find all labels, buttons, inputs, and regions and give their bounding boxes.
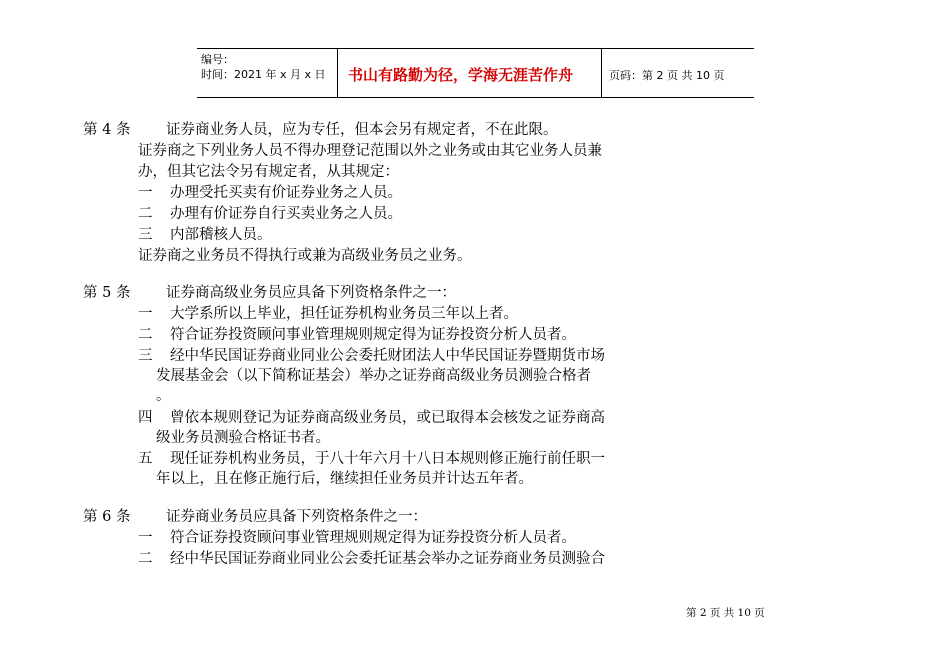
article-5-title: 证券商高级业务员应具备下列资格条件之一： [166, 285, 456, 301]
list-item-text: 经中华民国证券商业同业公会委托财团法人中华民国证券暨期货市场 [170, 348, 605, 364]
header-number-label: 编号： [201, 53, 234, 66]
list-item-text: 大学系所以上毕业，担任证券机构业务员三年以上者。 [170, 306, 518, 322]
header-time-label: 时间：2021 年 x 月 x 日 [201, 68, 326, 81]
header-top-rule [197, 48, 754, 49]
list-item-number: 一 [138, 306, 153, 322]
list-item-number: 二 [138, 206, 153, 222]
header-bottom-rule [197, 97, 754, 98]
list-item-text-cont: 年以上，且在修正施行后，继续担任业务员并计达五年者。 [156, 471, 533, 487]
list-item-number: 一 [138, 185, 153, 201]
header-divider-right [601, 48, 602, 97]
header-page-info: 页码：第 2 页 共 10 页 [609, 69, 725, 82]
list-item-text-cont: 。 [156, 388, 171, 404]
list-item-number: 三 [138, 348, 153, 364]
article-4-closing: 证券商之业务员不得执行或兼为高级业务员之业务。 [138, 248, 472, 264]
list-item-text: 现任证券机构业务员，于八十年六月十八日本规则修正施行前任职一 [170, 451, 605, 467]
list-item-text: 经中华民国证券商业同业公会委托证基会举办之证券商业务员测验合 [170, 551, 605, 567]
list-item-number: 四 [138, 410, 153, 426]
list-item-text: 曾依本规则登记为证券商高级业务员，或已取得本会核发之证券商高 [170, 410, 605, 426]
article-6-label: 第 6 条 [83, 509, 131, 525]
list-item-text-cont: 级业务员测验合格证书者。 [156, 430, 330, 446]
list-item-number: 二 [138, 327, 153, 343]
article-5-label: 第 5 条 [83, 285, 131, 301]
list-item-text: 办理受托买卖有价证券业务之人员。 [170, 185, 402, 201]
header-motto: 书山有路勤为径，学海无涯苦作舟 [348, 66, 574, 84]
list-item-text: 办理有价证券自行买卖业务之人员。 [170, 206, 402, 222]
header-divider-left [337, 48, 338, 97]
list-item-text: 符合证券投资顾问事业管理规则规定得为证券投资分析人员者。 [170, 327, 576, 343]
article-4-paragraph: 证券商之下列业务人员不得办理登记范围以外之业务或由其它业务人员兼 [138, 143, 602, 159]
article-4-label: 第 4 条 [83, 122, 131, 138]
list-item-text: 符合证券投资顾问事业管理规则规定得为证券投资分析人员者。 [170, 530, 576, 546]
list-item-text: 内部稽核人员。 [170, 227, 272, 243]
list-item-number: 五 [138, 451, 153, 467]
article-4-paragraph-cont: 办，但其它法令另有规定者，从其规定： [138, 164, 399, 180]
page-footer: 第 2 页 共 10 页 [686, 607, 765, 619]
list-item-number: 二 [138, 551, 153, 567]
list-item-number: 一 [138, 530, 153, 546]
article-6-title: 证券商业务员应具备下列资格条件之一： [166, 509, 427, 525]
list-item-text-cont: 发展基金会（以下简称证基会）举办之证券商高级业务员测验合格者 [156, 368, 591, 384]
article-4-title: 证券商业务人员，应为专任，但本会另有规定者，不在此限。 [166, 122, 558, 138]
list-item-number: 三 [138, 227, 153, 243]
